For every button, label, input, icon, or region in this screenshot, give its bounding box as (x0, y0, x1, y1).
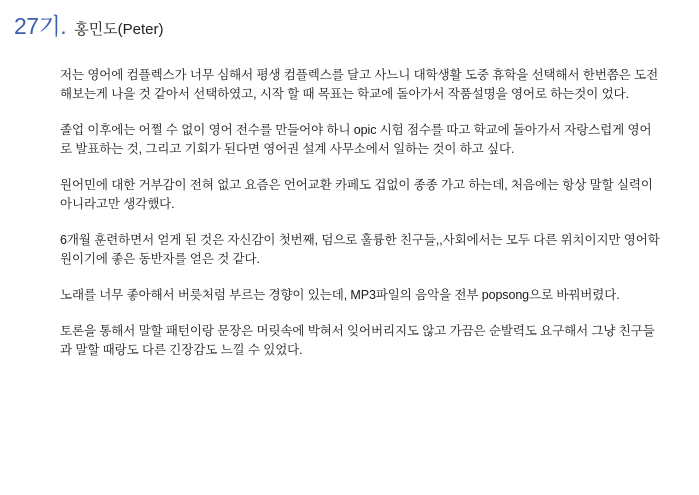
paragraph: 원어민에 대한 거부감이 전혀 없고 요즘은 언어교환 카페도 겁없이 종종 가고 하는데, 처음에는 항상 말할 실력이 아니라고만 생각했다. (60, 178, 653, 211)
paragraph: 저는 영어에 컴플렉스가 너무 심해서 평생 컴플렉스를 달고 사느니 대학생활 도중 휴학을 선택해서 한번쯤은 도전해보는게 나을 것 같아서 선택하였고, 시작 할 때 목표는 학교에 돌아가서 작품설명을 영어로 하는것이 었다. (60, 68, 659, 101)
student-name: 홍민도(Peter) (74, 21, 164, 38)
paragraph: 6개월 훈련하면서 얻게 된 것은 자신감이 첫번째, 덤으로 훌륭한 친구들,,사회에서는 모두 다른 위치이지만 영어학원이기에 좋은 동반자를 얻은 것 같다. (60, 233, 660, 266)
paragraph: 졸업 이후에는 어쩔 수 없이 영어 전수를 만들어야 하니 opic 시험 점수를 따고 학교에 돌아가서 자랑스럽게 영어로 발표하는 것, 그리고 기회가 된다면 영어권 설계 사무소에서 일하는 것이 하고 싶다. (60, 123, 652, 156)
paragraph: 노래를 너무 좋아해서 버릇처럼 부르는 경향이 있는데, MP3파일의 음악을 전부 popsong으로 바꿔버렸다. (60, 288, 620, 302)
term-label: 27기. (14, 13, 67, 39)
document-body (60, 66, 660, 360)
paragraph: 토론을 통해서 말할 패턴이랑 문장은 머릿속에 박혀서 잊어버리지도 않고 가끔은 순발력도 요구해서 그냥 친구들과 말할 때랑도 다른 긴장감도 느낄 수 있었다. (60, 324, 655, 357)
document-header (14, 8, 164, 41)
